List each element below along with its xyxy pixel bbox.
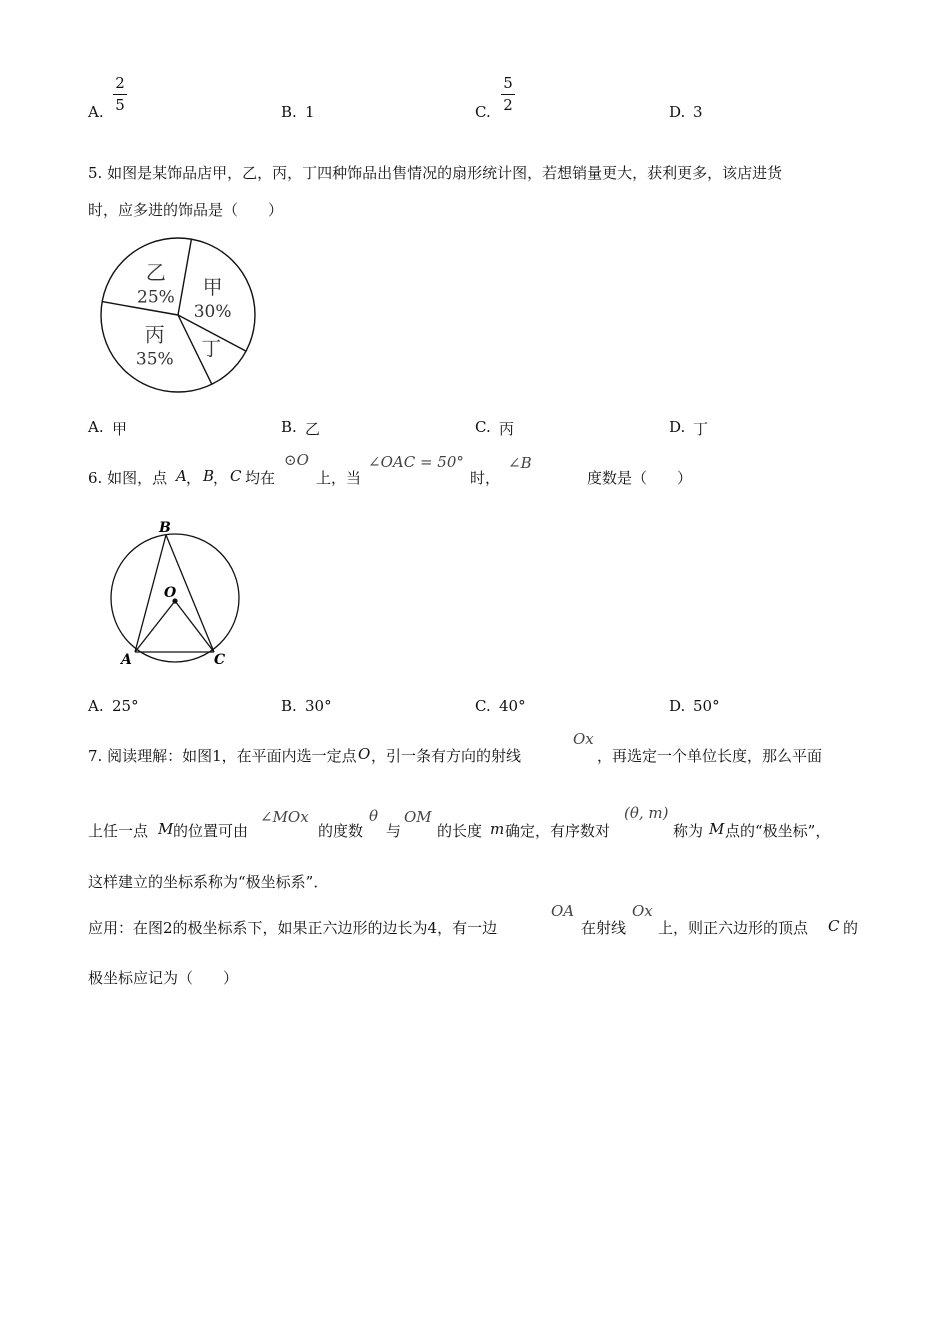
q7-line1-a: 7. 阅读理解：如图1，在平面内选一定点 <box>88 747 357 765</box>
pie-slices <box>101 238 255 392</box>
pie-chart <box>95 234 263 398</box>
q7-line2-d: 与 <box>386 822 402 840</box>
q5-option-a-text: 甲 <box>112 420 128 438</box>
q6-option-b-text: 30° <box>305 697 332 715</box>
q7-line2-m: M <box>158 820 174 838</box>
q4-option-a-letter: A. <box>88 103 104 121</box>
fraction-denominator: 2 <box>503 96 513 114</box>
q4-option-c-letter: C. <box>475 103 491 121</box>
q7-line1-c: ，再选定一个单位长度，那么平面 <box>597 747 823 765</box>
q7-line2-c: 的度数 <box>318 822 364 840</box>
q5-option-a-letter: A. <box>88 418 104 436</box>
q5-stem-line2: 时，应多进的饰品是（ ） <box>88 201 284 219</box>
q6-on: 上，当 <box>316 469 362 487</box>
q6-option-a-letter: A. <box>88 697 104 715</box>
q7-line5: 极坐标应记为（ ） <box>88 969 239 987</box>
q4-option-c-fraction <box>501 76 515 113</box>
q6-point-c: C <box>230 467 242 485</box>
q7-line2-angle: ∠MOx <box>260 808 309 826</box>
pie-label-甲: 甲 <box>202 275 223 300</box>
q7-line4-b: 在射线 <box>581 919 627 937</box>
q7-line2-g: 称为 <box>673 822 704 840</box>
pie-percent-甲: 30% <box>193 302 232 323</box>
pie-label-丙: 丙 <box>144 322 165 347</box>
q6-option-d-text: 50° <box>693 697 720 715</box>
q5-option-b-text: 乙 <box>305 420 321 438</box>
q6-prefix: 6. 如图，点 <box>88 469 168 487</box>
q7-line1-ox: Ox <box>573 730 594 748</box>
q7-line1-o: O <box>358 745 371 763</box>
label-c: C <box>214 652 226 668</box>
q5-option-c-text: 丙 <box>499 420 515 438</box>
q6-circle-o: ⊙O <box>284 451 309 469</box>
q4-option-b-text: 1 <box>305 103 315 121</box>
q6-option-c-text: 40° <box>499 697 526 715</box>
q5-stem-line1: 5. 如图是某饰品店甲，乙，丙，丁四种饰品出售情况的扇形统计图，若想销量更大，获利更多，该店进货 <box>88 164 783 182</box>
q7-line4-c: 上，则正六边形的顶点 <box>658 919 809 937</box>
q7-line2-h: 点的“极坐标”， <box>725 822 831 840</box>
fraction-numerator: 5 <box>503 74 513 92</box>
q7-line2-theta: θ <box>369 807 379 825</box>
q6-point-a: A <box>176 467 187 485</box>
q6-angle-oac: ∠OAC = 50° <box>368 453 464 471</box>
pie-slice-甲-edge <box>178 239 191 315</box>
q7-line1-b: ，引一条有方向的射线 <box>371 747 522 765</box>
pie-percent-丙: 35% <box>135 349 174 370</box>
fraction-denominator: 5 <box>115 96 125 114</box>
segment-oc <box>175 601 214 652</box>
q5-option-b-letter: B. <box>281 418 297 436</box>
circle-triangle-figure <box>105 518 250 670</box>
q6-option-a-text: 25° <box>112 697 139 715</box>
segment-ab <box>135 535 166 652</box>
q7-line2-m-lower: m <box>490 820 505 838</box>
pie-label-乙: 乙 <box>145 260 166 285</box>
q6-option-c-letter: C. <box>475 697 491 715</box>
pie-percent-乙: 25% <box>137 287 175 308</box>
pie-label-丁: 丁 <box>201 336 222 361</box>
q6-angle-b: ∠B <box>508 454 532 472</box>
q7-line2-m2: M <box>709 820 725 838</box>
q7-line4-d: 的 <box>843 919 859 937</box>
q6-tail: 度数是（ ） <box>587 469 693 487</box>
q7-line4-ox: Ox <box>632 902 653 920</box>
q6-option-d-letter: D. <box>669 697 686 715</box>
label-b: B <box>159 520 171 536</box>
q6-comma1: ， <box>186 469 202 487</box>
q7-line4-c-point: C <box>828 917 840 935</box>
fraction-numerator: 2 <box>115 74 125 92</box>
q7-line4-a: 应用：在图2的极坐标系下，如果正六边形的边长为4，有一边 <box>88 919 498 937</box>
q4-option-d-letter: D. <box>669 103 686 121</box>
q7-line3: 这样建立的坐标系称为“极坐标系”． <box>88 873 329 891</box>
q7-line4-oa: OA <box>551 902 575 920</box>
q7-line2-pair: (θ, m) <box>624 804 669 822</box>
q7-line2-a: 上任一点 <box>88 822 149 840</box>
segment-oa <box>135 601 175 652</box>
q7-line2-om: OM <box>404 808 432 826</box>
q7-line2-b: 的位置可由 <box>173 822 249 840</box>
q4-option-a-fraction <box>113 76 127 113</box>
q7-line2-f: 确定，有序数对 <box>505 822 611 840</box>
q6-comma2: ， <box>213 469 229 487</box>
q5-option-c-letter: C. <box>475 418 491 436</box>
q4-option-b-letter: B. <box>281 103 297 121</box>
q6-point-b: B <box>203 467 215 485</box>
q4-option-d-text: 3 <box>693 103 703 121</box>
q6-when: 时， <box>470 469 501 487</box>
label-a: A <box>121 652 132 668</box>
q5-option-d-text: 丁 <box>693 420 709 438</box>
q5-option-d-letter: D. <box>669 418 686 436</box>
q6-option-b-letter: B. <box>281 697 297 715</box>
label-o: O <box>164 585 177 601</box>
q7-line2-e: 的长度 <box>437 822 483 840</box>
q6-mid: 均在 <box>245 469 276 487</box>
